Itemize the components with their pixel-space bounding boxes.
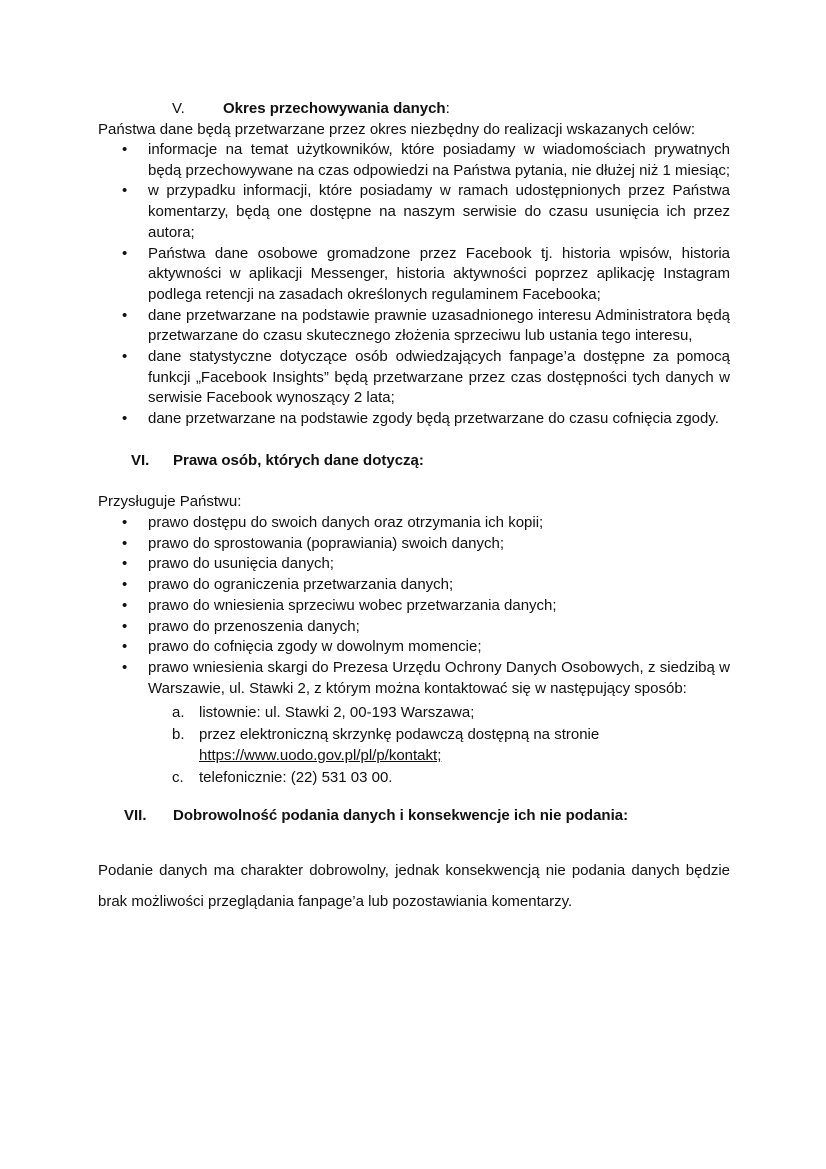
contact-method-text: listownie: ul. Stawki 2, 00-193 Warszawa;: [199, 704, 475, 721]
list-item-text: informacje na temat użytkowników, które posiadamy w wiadomościach prywatnych będą przechowywane na czas odpowiedzi na Państwa pytania, nie dłużej niż 1 miesiąc;: [148, 141, 731, 179]
section-5-title-wrap: [223, 99, 450, 119]
bullet-icon: •: [122, 348, 128, 366]
list-marker: b.: [172, 725, 185, 743]
bullet-icon: •: [122, 514, 128, 531]
list-item: [98, 306, 730, 347]
section-5-list: [98, 140, 730, 430]
list-item-text: Państwa dane osobowe gromadzone przez Facebook tj. historia wpisów, historia aktywności w aplikacji Messenger, historia aktywności poprzez aplikację Instagram podlega retencji na zasadach określonych regulaminem Facebooka;: [148, 244, 730, 303]
list-item-text: prawo do sprostowania (poprawiania) swoich danych;: [148, 534, 505, 552]
list-item-text: prawo wniesienia skargi do Prezesa Urzędu Ochrony Danych Osobowych, z siedzibą w Warszawie, ul. Stawki 2, z którym można kontaktować się w następujący sposób:: [148, 658, 730, 697]
list-marker: c.: [172, 768, 184, 786]
list-item: [98, 658, 730, 699]
list-item: [98, 140, 730, 181]
list-item: [98, 347, 730, 409]
bullet-icon: •: [122, 658, 128, 676]
list-item: [98, 513, 730, 534]
list-item: [98, 409, 730, 430]
section-6-heading: [0, 451, 826, 471]
bullet-icon: •: [122, 244, 128, 262]
list-item: [98, 244, 730, 306]
list-item-text: dane przetwarzane na podstawie prawnie uzasadnionego interesu Administratora będą przetwarzane do czasu skutecznego złożenia sprzeciwu lub ustania tego interesu,: [148, 306, 730, 345]
bullet-icon: •: [122, 638, 128, 656]
bullet-icon: •: [122, 534, 128, 552]
section-6-list: [98, 513, 730, 699]
list-item-text: prawo do cofnięcia zgody w dowolnym momencie;: [148, 638, 482, 656]
list-item: [98, 575, 730, 596]
list-item-text: dane statystyczne dotyczące osób odwiedzających fanpage’a dostępne za pomocą funkcji „Facebook Insights” będą przetwarzane przez czas dostępności tych danych w serwisie Facebook wynoszący 2 lata;: [148, 348, 730, 407]
bullet-icon: •: [122, 596, 128, 614]
section-6-number: VI.: [131, 452, 150, 469]
section-5-number: V.: [172, 100, 185, 117]
list-item: [98, 596, 730, 617]
contact-method-item: [172, 702, 732, 724]
contact-method-text: telefonicznie: (22) 531 03 00.: [199, 768, 393, 786]
section-7-title: Dobrowolność podania danych i konsekwencje ich nie podania:: [173, 807, 629, 824]
bullet-icon: •: [122, 410, 128, 428]
list-item-text: prawo do przenoszenia danych;: [148, 617, 360, 635]
section-7-text: Podanie danych ma charakter dobrowolny, jednak konsekwencją nie podania danych będzie brak możliwości przeglądania fanpage’a lub pozostawiania komentarzy.: [98, 862, 730, 910]
section-5-heading: [0, 99, 826, 119]
bullet-icon: •: [122, 141, 128, 158]
list-item-text: prawo do wniesienia sprzeciwu wobec przetwarzania danych;: [148, 596, 557, 614]
section-6-title: Prawa osób, których dane dotyczą:: [173, 452, 424, 469]
list-item: [98, 181, 730, 243]
list-item: [98, 534, 730, 555]
contact-method-text: przez elektroniczną skrzynkę podawczą dostępną na stronie: [199, 725, 600, 743]
section-7-number: VII.: [124, 807, 147, 824]
contact-method-item: [172, 767, 732, 789]
bullet-icon: •: [122, 555, 128, 573]
section-5-title: Okres przechowywania danych: [223, 100, 446, 117]
bullet-icon: •: [122, 306, 128, 324]
list-item: [98, 617, 730, 638]
list-marker: a.: [172, 704, 185, 721]
bullet-icon: •: [122, 182, 128, 200]
list-item-text: prawo do ograniczenia przetwarzania danych;: [148, 576, 454, 594]
section-7-heading: [0, 806, 826, 826]
section-5-intro: Państwa dane będą przetwarzane przez okres niezbędny do realizacji wskazanych celów:: [98, 121, 695, 138]
section-6-intro: Przysługuje Państwu:: [98, 493, 242, 510]
contact-methods-list: [172, 702, 732, 788]
list-item-text: prawo do usunięcia danych;: [148, 555, 334, 573]
list-item: [98, 637, 730, 658]
list-item-text: w przypadku informacji, które posiadamy w ramach udostępnionych przez Państwa komentarzy, będą one dostępne na naszym serwisie do czasu usunięcia ich przez autora;: [148, 182, 730, 241]
section-5-title-suffix: :: [445, 100, 450, 117]
bullet-icon: •: [122, 576, 128, 594]
list-item: [98, 554, 730, 575]
uodo-contact-link[interactable]: https://www.uodo.gov.pl/pl/p/kontakt;: [199, 747, 442, 764]
list-item-text: dane przetwarzane na podstawie zgody będą przetwarzane do czasu cofnięcia zgody.: [148, 410, 719, 428]
contact-method-item: [172, 724, 732, 767]
list-item-text: prawo dostępu do swoich danych oraz otrzymania ich kopii;: [148, 514, 544, 531]
bullet-icon: •: [122, 617, 128, 635]
